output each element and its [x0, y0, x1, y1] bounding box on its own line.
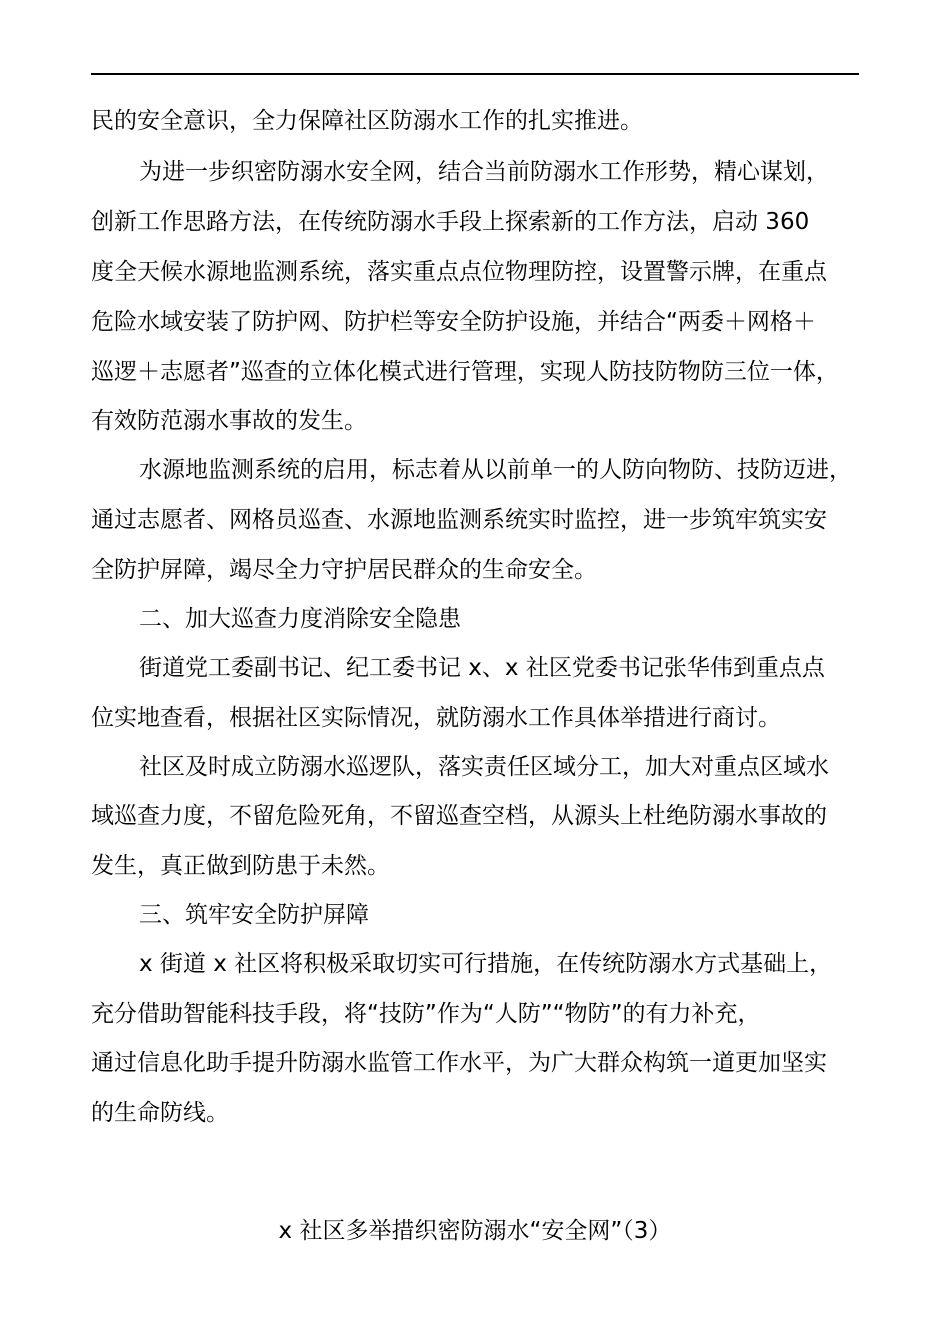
- paragraph-line: 社区及时成立防溺水巡逻队，落实责任区域分工，加大对重点区域水: [139, 754, 829, 780]
- section-heading: 三、筑牢安全防护屏障: [139, 902, 369, 928]
- paragraph-line: 街道党工委副书记、纪工委书记 x、x 社区党委书记张华伟到重点点: [139, 655, 825, 681]
- paragraph-line: 发生，真正做到防患于未然。: [91, 853, 390, 879]
- paragraph-line: 有效防范溺水事故的发生。: [91, 408, 367, 434]
- paragraph-line: 民的安全意识，全力保障社区防溺水工作的扎实推进。: [91, 108, 643, 134]
- paragraph-line: x 街道 x 社区将积极采取切实可行措施，在传统防溺水方式基础上，: [139, 951, 833, 977]
- paragraph-line: 充分借助智能科技手段，将“技防”作为“人防”“物防”的有力补充，: [91, 1001, 761, 1027]
- paragraph-line: 通过志愿者、网格员巡查、水源地监测系统实时监控，进一步筑牢筑实安: [91, 507, 827, 533]
- header-rule: [91, 73, 859, 75]
- paragraph-line: 度全天候水源地监测系统，落实重点点位物理防控，设置警示牌，在重点: [91, 259, 827, 285]
- paragraph-line: 巡逻＋志愿者”巡查的立体化模式进行管理，实现人防技防物防三位一体，: [91, 359, 839, 385]
- paragraph-line: 位实地查看，根据社区实际情况，就防溺水工作具体举措进行商讨。: [91, 705, 781, 731]
- paragraph-line: 全防护屏障，竭尽全力守护居民群众的生命安全。: [91, 557, 597, 583]
- paragraph-line: 危险水域安装了防护网、防护栏等安全防护设施，并结合“两委＋网格＋: [91, 309, 816, 335]
- paragraph-line: 的生命防线。: [91, 1100, 229, 1126]
- paragraph-line: 水源地监测系统的启用，标志着从以前单一的人防向物防、技防迈进，: [139, 457, 852, 483]
- paragraph-line: 域巡查力度，不留危险死角，不留巡查空档，从源头上杜绝防溺水事故的: [91, 803, 827, 829]
- next-article-title: x 社区多举措织密防溺水“安全网”（3）: [278, 1218, 672, 1244]
- paragraph-line: 通过信息化助手提升防溺水监管工作水平，为广大群众构筑一道更加坚实: [91, 1050, 827, 1076]
- paragraph-line: 为进一步织密防溺水安全网，结合当前防溺水工作形势，精心谋划，: [139, 159, 829, 185]
- paragraph-line: 创新工作思路方法，在传统防溺水手段上探索新的工作方法，启动 360: [91, 209, 810, 235]
- section-heading: 二、加大巡查力度消除安全隐患: [139, 606, 461, 632]
